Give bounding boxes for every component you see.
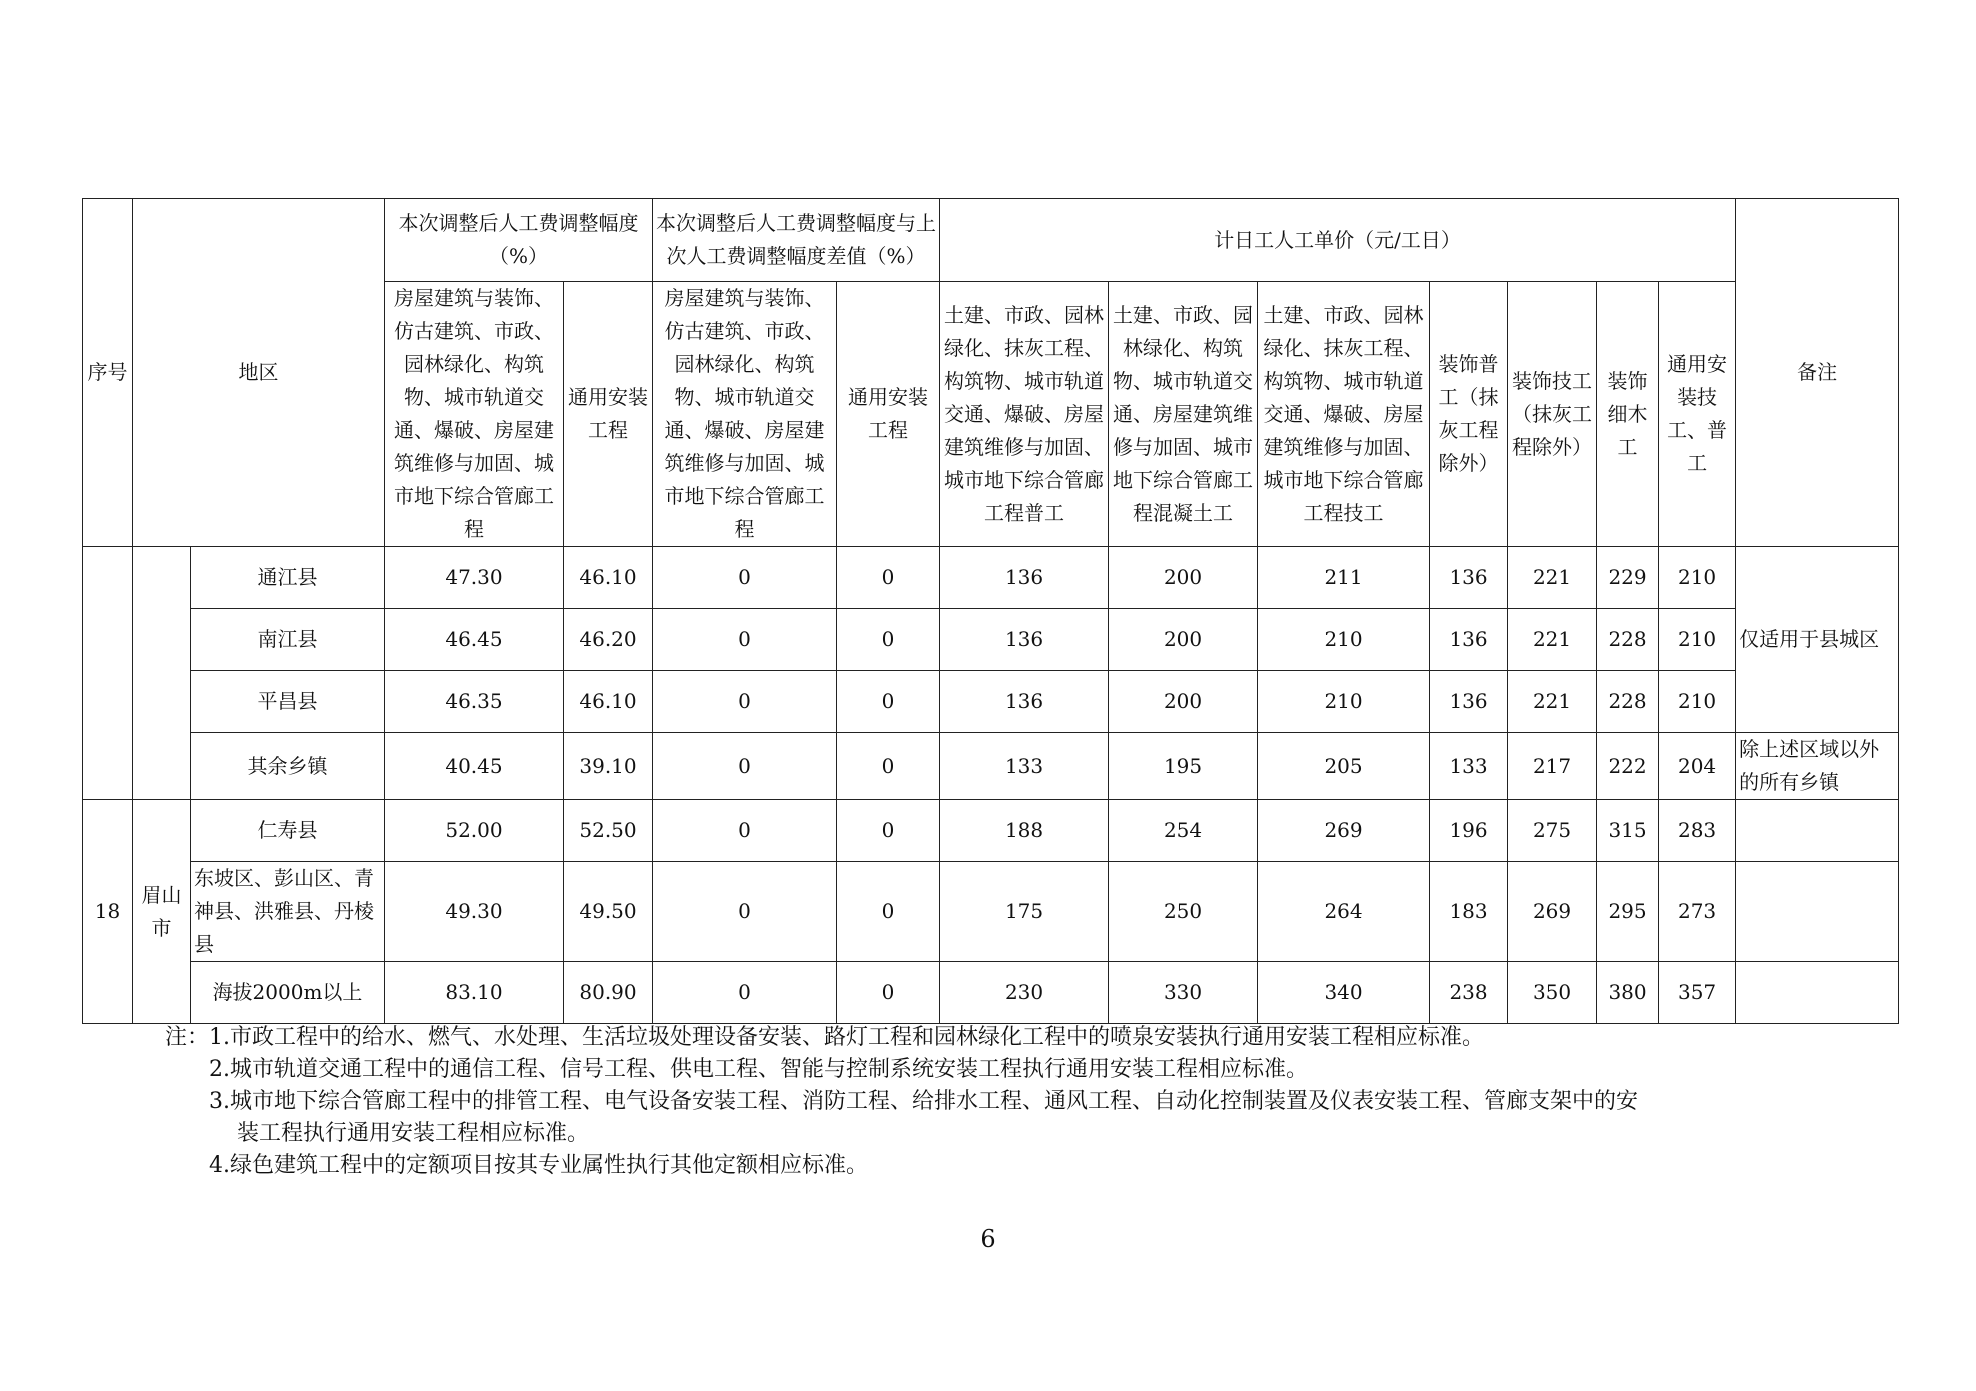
footnote-2 [165, 1054, 1845, 1086]
value-cell: 221 [1508, 547, 1597, 609]
value-cell: 0 [837, 733, 940, 800]
table-row [83, 547, 1899, 609]
region-cell: 平昌县 [191, 671, 385, 733]
value-cell: 83.10 [385, 962, 564, 1024]
value-cell: 283 [1659, 800, 1736, 862]
remark-empty [1736, 962, 1899, 1024]
value-cell: 49.30 [385, 862, 564, 962]
value-cell: 357 [1659, 962, 1736, 1024]
region-cell: 东坡区、彭山区、青神县、洪雅县、丹棱县 [191, 862, 385, 962]
value-cell: 46.35 [385, 671, 564, 733]
value-cell: 229 [1597, 547, 1659, 609]
labor-cost-table [82, 198, 1899, 1024]
value-cell: 136 [1430, 547, 1508, 609]
value-cell: 196 [1430, 800, 1508, 862]
value-cell: 188 [940, 800, 1109, 862]
value-cell: 0 [837, 862, 940, 962]
footnote-4 [165, 1150, 1845, 1182]
value-cell: 200 [1109, 671, 1258, 733]
value-cell: 0 [653, 733, 837, 800]
value-cell: 228 [1597, 671, 1659, 733]
value-cell: 238 [1430, 962, 1508, 1024]
subheader-concrete-worker: 土建、市政、园林绿化、构筑物、城市轨道交通、房屋建筑维修与加固、城市地下综合管廊工程混凝土工 [1109, 282, 1258, 547]
header-seq: 序号 [83, 199, 133, 547]
region-cell: 通江县 [191, 547, 385, 609]
value-cell: 230 [940, 962, 1109, 1024]
value-cell: 136 [940, 547, 1109, 609]
value-cell: 39.10 [564, 733, 653, 800]
region-cell: 海拔2000m以上 [191, 962, 385, 1024]
value-cell: 0 [837, 800, 940, 862]
value-cell: 254 [1109, 800, 1258, 862]
value-cell: 330 [1109, 962, 1258, 1024]
header-remark: 备注 [1736, 199, 1899, 547]
value-cell: 210 [1659, 671, 1736, 733]
footnote-prefix: 注： [165, 1025, 210, 1050]
value-cell: 0 [837, 609, 940, 671]
remark-empty [1736, 800, 1899, 862]
value-cell: 315 [1597, 800, 1659, 862]
subheader-building-diff: 房屋建筑与装饰、仿古建筑、市政、园林绿化、构筑物、城市轨道交通、爆破、房屋建筑维修与加固、城市地下综合管廊工程 [653, 282, 837, 547]
subheader-deco-skilled: 装饰技工（抹灰工程除外） [1508, 282, 1597, 547]
value-cell: 275 [1508, 800, 1597, 862]
value-cell: 269 [1258, 800, 1430, 862]
value-cell: 221 [1508, 671, 1597, 733]
value-cell: 350 [1508, 962, 1597, 1024]
value-cell: 46.10 [564, 547, 653, 609]
region-cell: 仁寿县 [191, 800, 385, 862]
value-cell: 222 [1597, 733, 1659, 800]
value-cell: 217 [1508, 733, 1597, 800]
value-cell: 52.50 [564, 800, 653, 862]
value-cell: 210 [1659, 609, 1736, 671]
value-cell: 0 [653, 800, 837, 862]
value-cell: 295 [1597, 862, 1659, 962]
value-cell: 49.50 [564, 862, 653, 962]
region-cell: 南江县 [191, 609, 385, 671]
table-row [83, 671, 1899, 733]
value-cell: 46.20 [564, 609, 653, 671]
value-cell: 210 [1659, 547, 1736, 609]
value-cell: 80.90 [564, 962, 653, 1024]
table-row [83, 962, 1899, 1024]
city-cell: 眉山市 [133, 800, 191, 1024]
value-cell: 175 [940, 862, 1109, 962]
value-cell: 204 [1659, 733, 1736, 800]
footnote-1 [165, 1022, 1845, 1054]
value-cell: 136 [1430, 609, 1508, 671]
header-daywork-price: 计日工人工单价（元/工日） [940, 199, 1736, 282]
table-row [83, 800, 1899, 862]
value-cell: 200 [1109, 609, 1258, 671]
value-cell: 210 [1258, 671, 1430, 733]
subheader-skilled-worker: 土建、市政、园林绿化、抹灰工程、构筑物、城市轨道交通、爆破、房屋建筑维修与加固、城市地下综合管廊工程技工 [1258, 282, 1430, 547]
footnote-text: 2.城市轨道交通工程中的通信工程、信号工程、供电工程、智能与控制系统安装工程执行通用安装工程相应标准。 [209, 1057, 1308, 1082]
header-row-1 [83, 199, 1899, 282]
remark-other-towns: 除上述区域以外的所有乡镇 [1736, 733, 1899, 800]
value-cell: 0 [653, 609, 837, 671]
value-cell: 250 [1109, 862, 1258, 962]
value-cell: 380 [1597, 962, 1659, 1024]
value-cell: 221 [1508, 609, 1597, 671]
value-cell: 0 [837, 962, 940, 1024]
value-cell: 340 [1258, 962, 1430, 1024]
subheader-install-rate: 通用安装工程 [564, 282, 653, 547]
region-cell: 其余乡镇 [191, 733, 385, 800]
header-adjust-rate: 本次调整后人工费调整幅度（%） [385, 199, 653, 282]
value-cell: 136 [1430, 671, 1508, 733]
value-cell: 195 [1109, 733, 1258, 800]
value-cell: 136 [940, 609, 1109, 671]
value-cell: 0 [837, 547, 940, 609]
footnote-3-continued [165, 1118, 1845, 1150]
header-region: 地区 [133, 199, 385, 547]
value-cell: 264 [1258, 862, 1430, 962]
table-row [83, 609, 1899, 671]
remark-empty [1736, 862, 1899, 962]
value-cell: 0 [837, 671, 940, 733]
value-cell: 205 [1258, 733, 1430, 800]
value-cell: 0 [653, 547, 837, 609]
table-row [83, 733, 1899, 800]
value-cell: 0 [653, 862, 837, 962]
footnote-text: 4.绿色建筑工程中的定额项目按其专业属性执行其他定额相应标准。 [209, 1153, 868, 1178]
seq-cell-prev [83, 547, 133, 800]
value-cell: 133 [940, 733, 1109, 800]
footnote-3 [165, 1086, 1845, 1118]
city-cell-prev [133, 547, 191, 800]
value-cell: 228 [1597, 609, 1659, 671]
value-cell: 200 [1109, 547, 1258, 609]
value-cell: 136 [940, 671, 1109, 733]
subheader-deco-general: 装饰普工（抹灰工程除外） [1430, 282, 1508, 547]
value-cell: 46.10 [564, 671, 653, 733]
header-adjust-diff: 本次调整后人工费调整幅度与上次人工费调整幅度差值（%） [653, 199, 940, 282]
footnote-text: 1.市政工程中的给水、燃气、水处理、生活垃圾处理设备安装、路灯工程和园林绿化工程中的喷泉安装执行通用安装工程相应标准。 [209, 1025, 1484, 1050]
subheader-general-worker: 土建、市政、园林绿化、抹灰工程、构筑物、城市轨道交通、爆破、房屋建筑维修与加固、城市地下综合管廊工程普工 [940, 282, 1109, 547]
value-cell: 0 [653, 962, 837, 1024]
value-cell: 0 [653, 671, 837, 733]
value-cell: 47.30 [385, 547, 564, 609]
value-cell: 210 [1258, 609, 1430, 671]
value-cell: 46.45 [385, 609, 564, 671]
value-cell: 133 [1430, 733, 1508, 800]
value-cell: 183 [1430, 862, 1508, 962]
subheader-install-diff: 通用安装工程 [837, 282, 940, 547]
footnotes [165, 1022, 1845, 1182]
subheader-deco-wood: 装饰细木工 [1597, 282, 1659, 547]
page-number: 6 [980, 1225, 996, 1253]
subheader-building-rate: 房屋建筑与装饰、仿古建筑、市政、园林绿化、构筑物、城市轨道交通、爆破、房屋建筑维修与加固、城市地下综合管廊工程 [385, 282, 564, 547]
footnote-text: 装工程执行通用安装工程相应标准。 [237, 1121, 590, 1146]
value-cell: 269 [1508, 862, 1597, 962]
value-cell: 40.45 [385, 733, 564, 800]
table-row [83, 862, 1899, 962]
value-cell: 273 [1659, 862, 1736, 962]
subheader-install-worker: 通用安装技工、普工 [1659, 282, 1736, 547]
seq-cell: 18 [83, 800, 133, 1024]
value-cell: 52.00 [385, 800, 564, 862]
value-cell: 211 [1258, 547, 1430, 609]
footnote-text: 3.城市地下综合管廊工程中的排管工程、电气设备安装工程、消防工程、给排水工程、通风工程、自动化控制装置及仪表安装工程、管廊支架中的安 [209, 1089, 1638, 1114]
remark-county-only: 仅适用于县城区 [1736, 547, 1899, 733]
